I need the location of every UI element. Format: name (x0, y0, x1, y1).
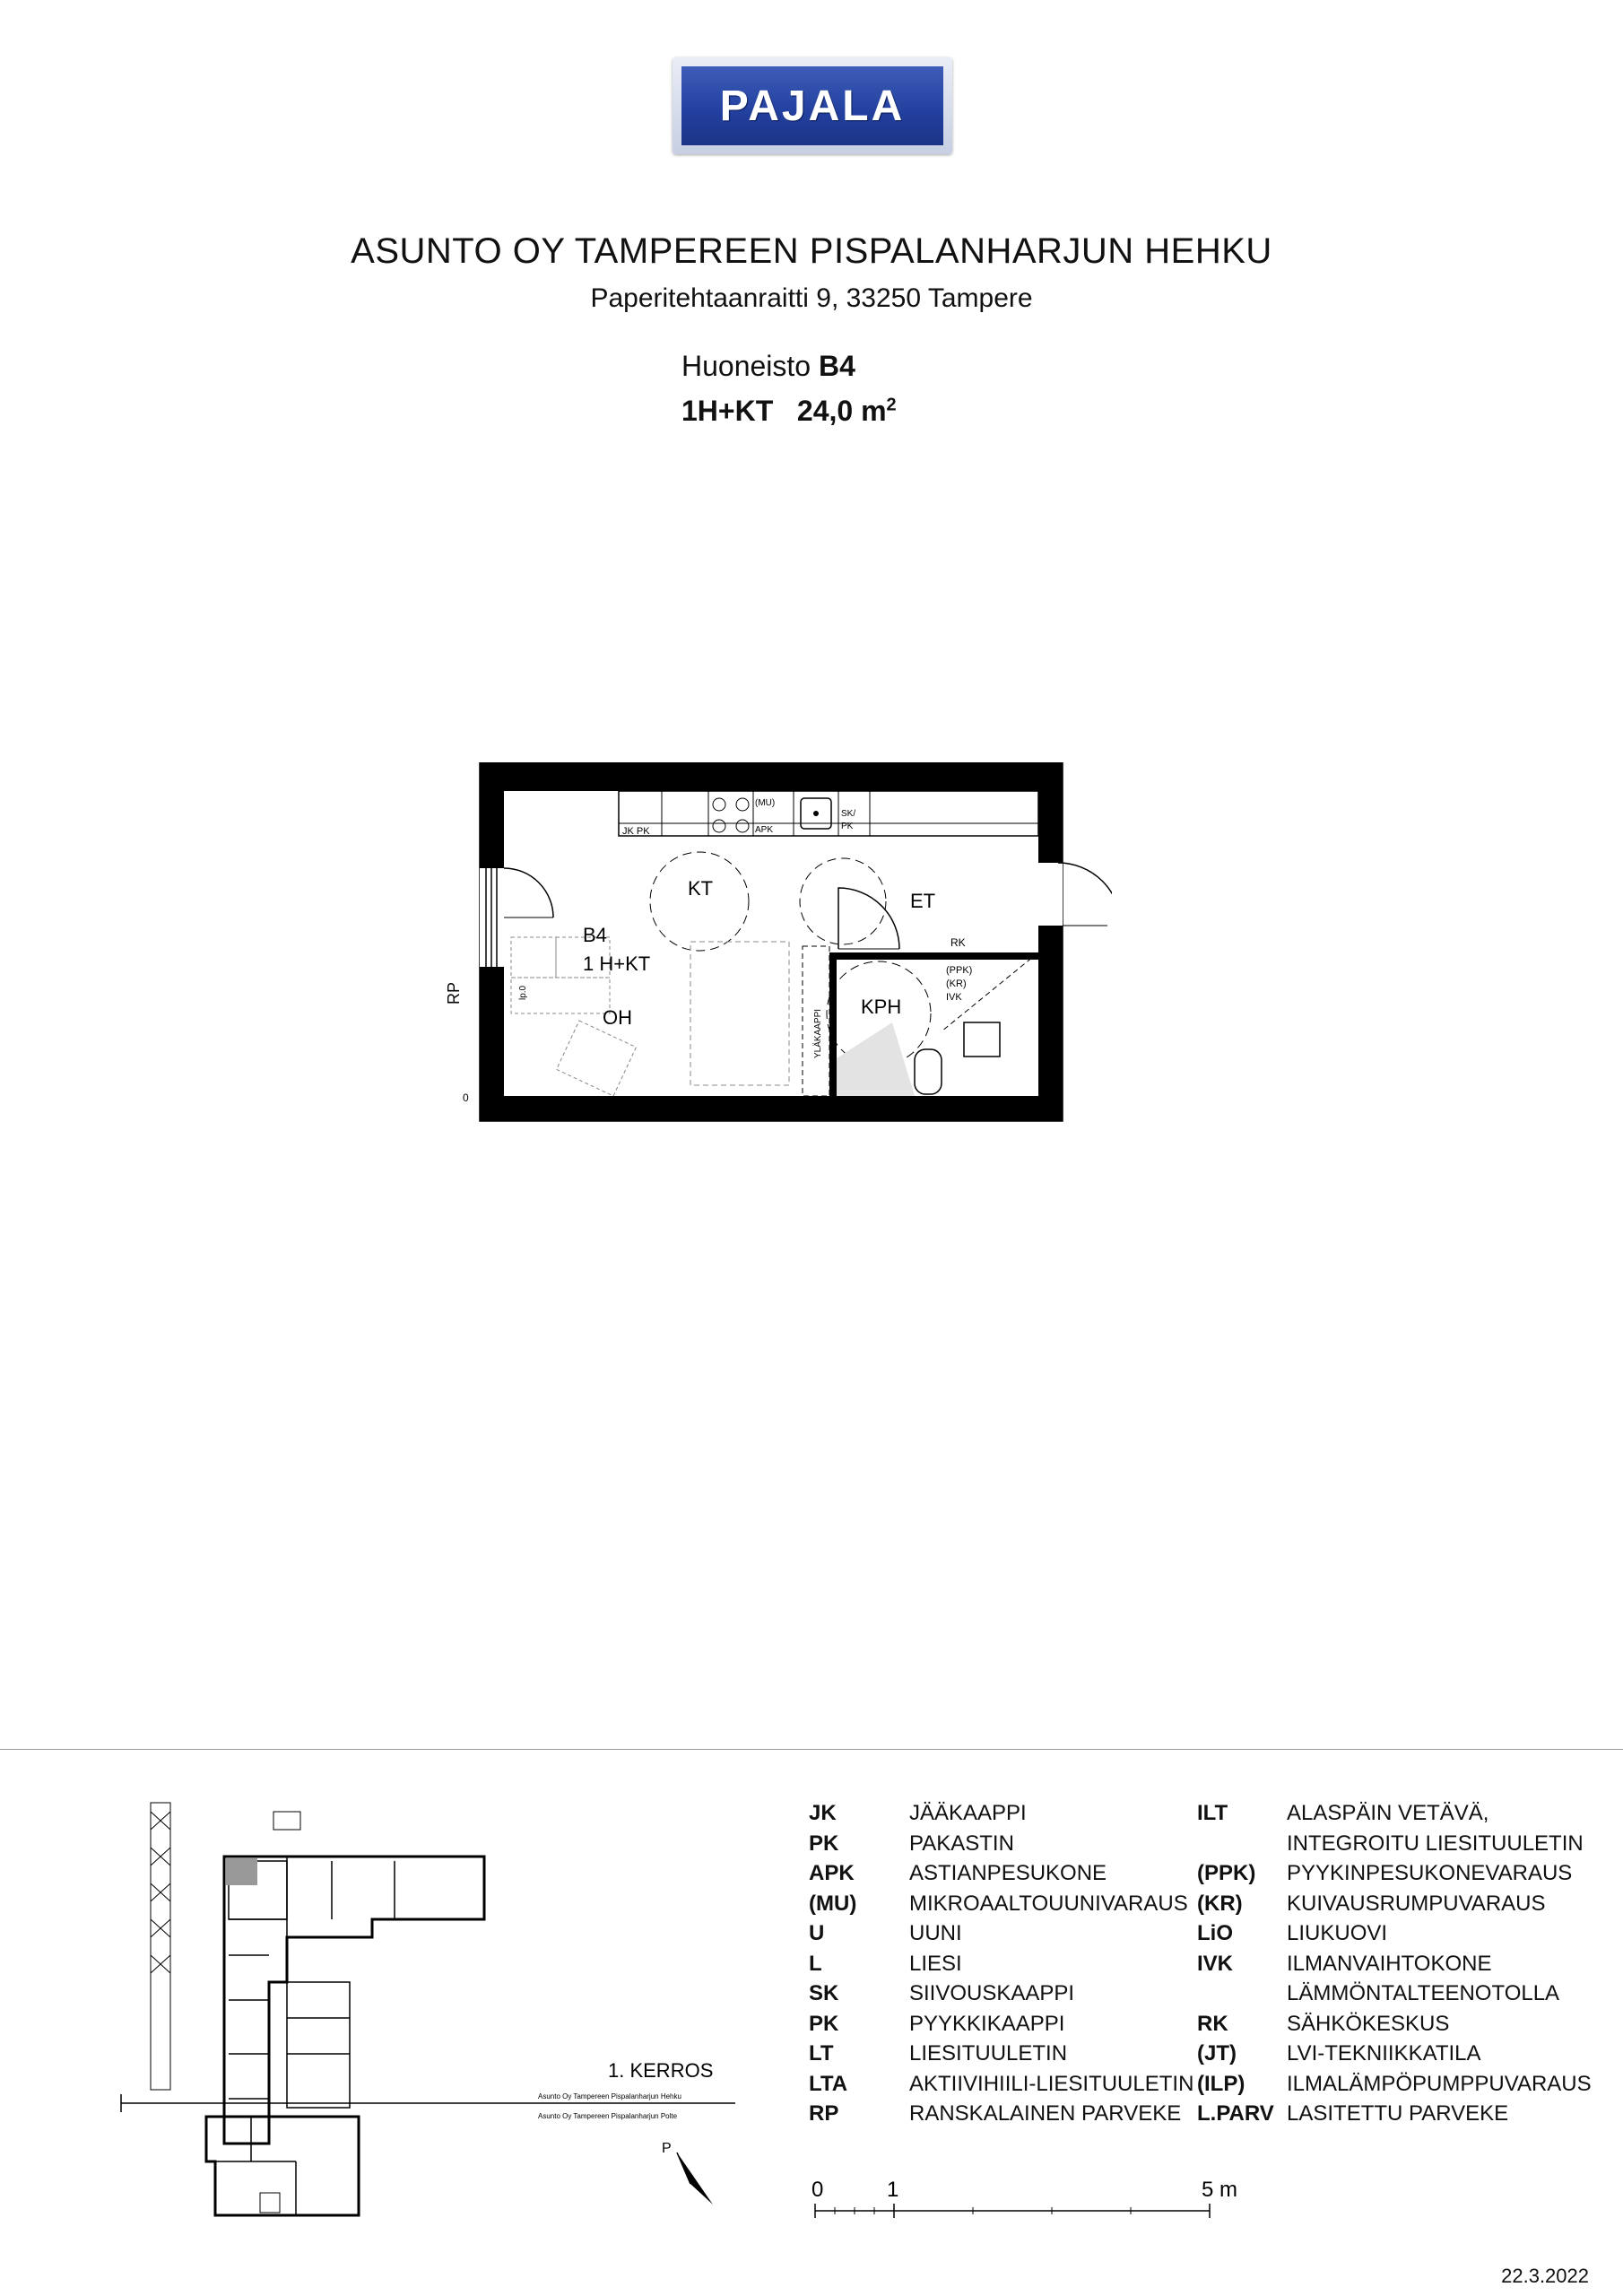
legend-row: ILT ALASPÄIN VETÄVÄ, (1197, 1801, 1489, 1825)
legend-column-2 (1197, 1798, 1592, 2129)
apartment-type: 1H+KT (681, 395, 774, 427)
apartment-area: 24,0 m (796, 395, 887, 427)
legend-row: RK SÄHKÖKESKUS (1197, 2011, 1450, 2036)
label-zero: 0 (463, 1091, 469, 1104)
label-apartment-type: 1 H+KT (583, 952, 651, 975)
legend-row: RP RANSKALAINEN PARVEKE (809, 2101, 1182, 2126)
label-rk: RK (950, 936, 966, 949)
legend-row: INTEGROITU LIESITUULETIN (1287, 1831, 1584, 1856)
label-jk-pk: JK PK (622, 826, 650, 837)
caption-hehku: Asunto Oy Tampereen Pispalanharjun Hehku (538, 2092, 681, 2100)
label-ivk: IVK (946, 992, 962, 1003)
scale-five: 5 m (1202, 2178, 1238, 2202)
label-oh: OH (603, 1006, 632, 1029)
legend-row: IVK ILMANVAIHTOKONE (1197, 1951, 1492, 1976)
address: Paperitehtaanraitti 9, 33250 Tampere (590, 283, 1033, 313)
legend-row: (ILP) ILMALÄMPÖPUMPPUVARAUS (1197, 2071, 1592, 2096)
apartment-label: Huoneisto (681, 350, 812, 382)
legend-row: LÄMMÖNTALTEENOTOLLA (1287, 1981, 1560, 2005)
caption-polte: Asunto Oy Tampereen Pispalanharjun Polte (538, 2112, 678, 2120)
scale-one: 1 (887, 2178, 899, 2202)
label-sk: SK/ (841, 809, 856, 819)
legend-row: PK PAKASTIN (809, 1831, 1014, 1856)
legend-row: LiO LIUKUOVI (1197, 1921, 1388, 1945)
apartment-id: B4 (818, 350, 855, 382)
label-kt: KT (688, 877, 714, 900)
north-label: P (662, 2141, 672, 2156)
document-date: 22.3.2022 (1501, 2265, 1589, 2287)
legend-column-1 (809, 1798, 1193, 2129)
legend-row: L LIESI (809, 1951, 962, 1976)
housing-company-title: ASUNTO OY TAMPEREEN PISPALANHARJUN HEHKU (351, 231, 1272, 271)
label-ppk: (PPK) (946, 965, 973, 976)
legend-row: (JT) LVI-TEKNIIKKATILA (1197, 2041, 1481, 2066)
legend-row: U UUNI (809, 1921, 962, 1945)
label-kr: (KR) (946, 978, 967, 989)
label-et: ET (910, 890, 936, 912)
highlighted-apartment (226, 1858, 257, 1885)
label-kph: KPH (861, 996, 902, 1018)
legend-row: L.PARV LASITETTU PARVEKE (1197, 2101, 1509, 2126)
pajala-logo (673, 57, 952, 154)
legend-row: LTA AKTIIVIHIILI-LIESITUULETIN (809, 2071, 1194, 2096)
label-lp: lp.0 (518, 985, 528, 1000)
label-ylakaappi: YLÄKAAPPI (813, 1008, 823, 1058)
legend-row: (PPK) PYYKINPESUKONEVARAUS (1197, 1861, 1573, 1885)
logo-text: PAJALA (719, 82, 906, 130)
floor-label: 1. KERROS (608, 2059, 714, 2082)
area-superscript: 2 (886, 395, 897, 415)
label-pk: PK (841, 822, 854, 831)
apartment-size (681, 395, 897, 428)
scale-bar (812, 2175, 1242, 2238)
legend-row: (MU) MIKROAALTOUUNIVARAUS (809, 1891, 1188, 1916)
floor-plan (439, 762, 1112, 1139)
legend-row: SK SIIVOUSKAAPPI (809, 1981, 1075, 2005)
legend-row: JK JÄÄKAAPPI (809, 1801, 1027, 1825)
legend-row: LT LIESITUULETIN (809, 2041, 1068, 2066)
footer-divider (0, 1749, 1623, 1750)
apartment-heading (681, 350, 855, 383)
legend-row: (KR) KUIVAUSRUMPUVARAUS (1197, 1891, 1546, 1916)
label-apk: APK (755, 825, 774, 835)
label-b4: B4 (583, 924, 607, 946)
label-rp: RP (445, 981, 463, 1004)
north-arrow-icon (677, 2152, 713, 2205)
legend-row: PK PYYKKIKAAPPI (809, 2011, 1065, 2036)
legend-row: APK ASTIANPESUKONE (809, 1861, 1107, 1885)
key-plan (117, 1785, 762, 2233)
label-mu: (MU) (755, 798, 776, 808)
scale-zero: 0 (812, 2178, 824, 2202)
